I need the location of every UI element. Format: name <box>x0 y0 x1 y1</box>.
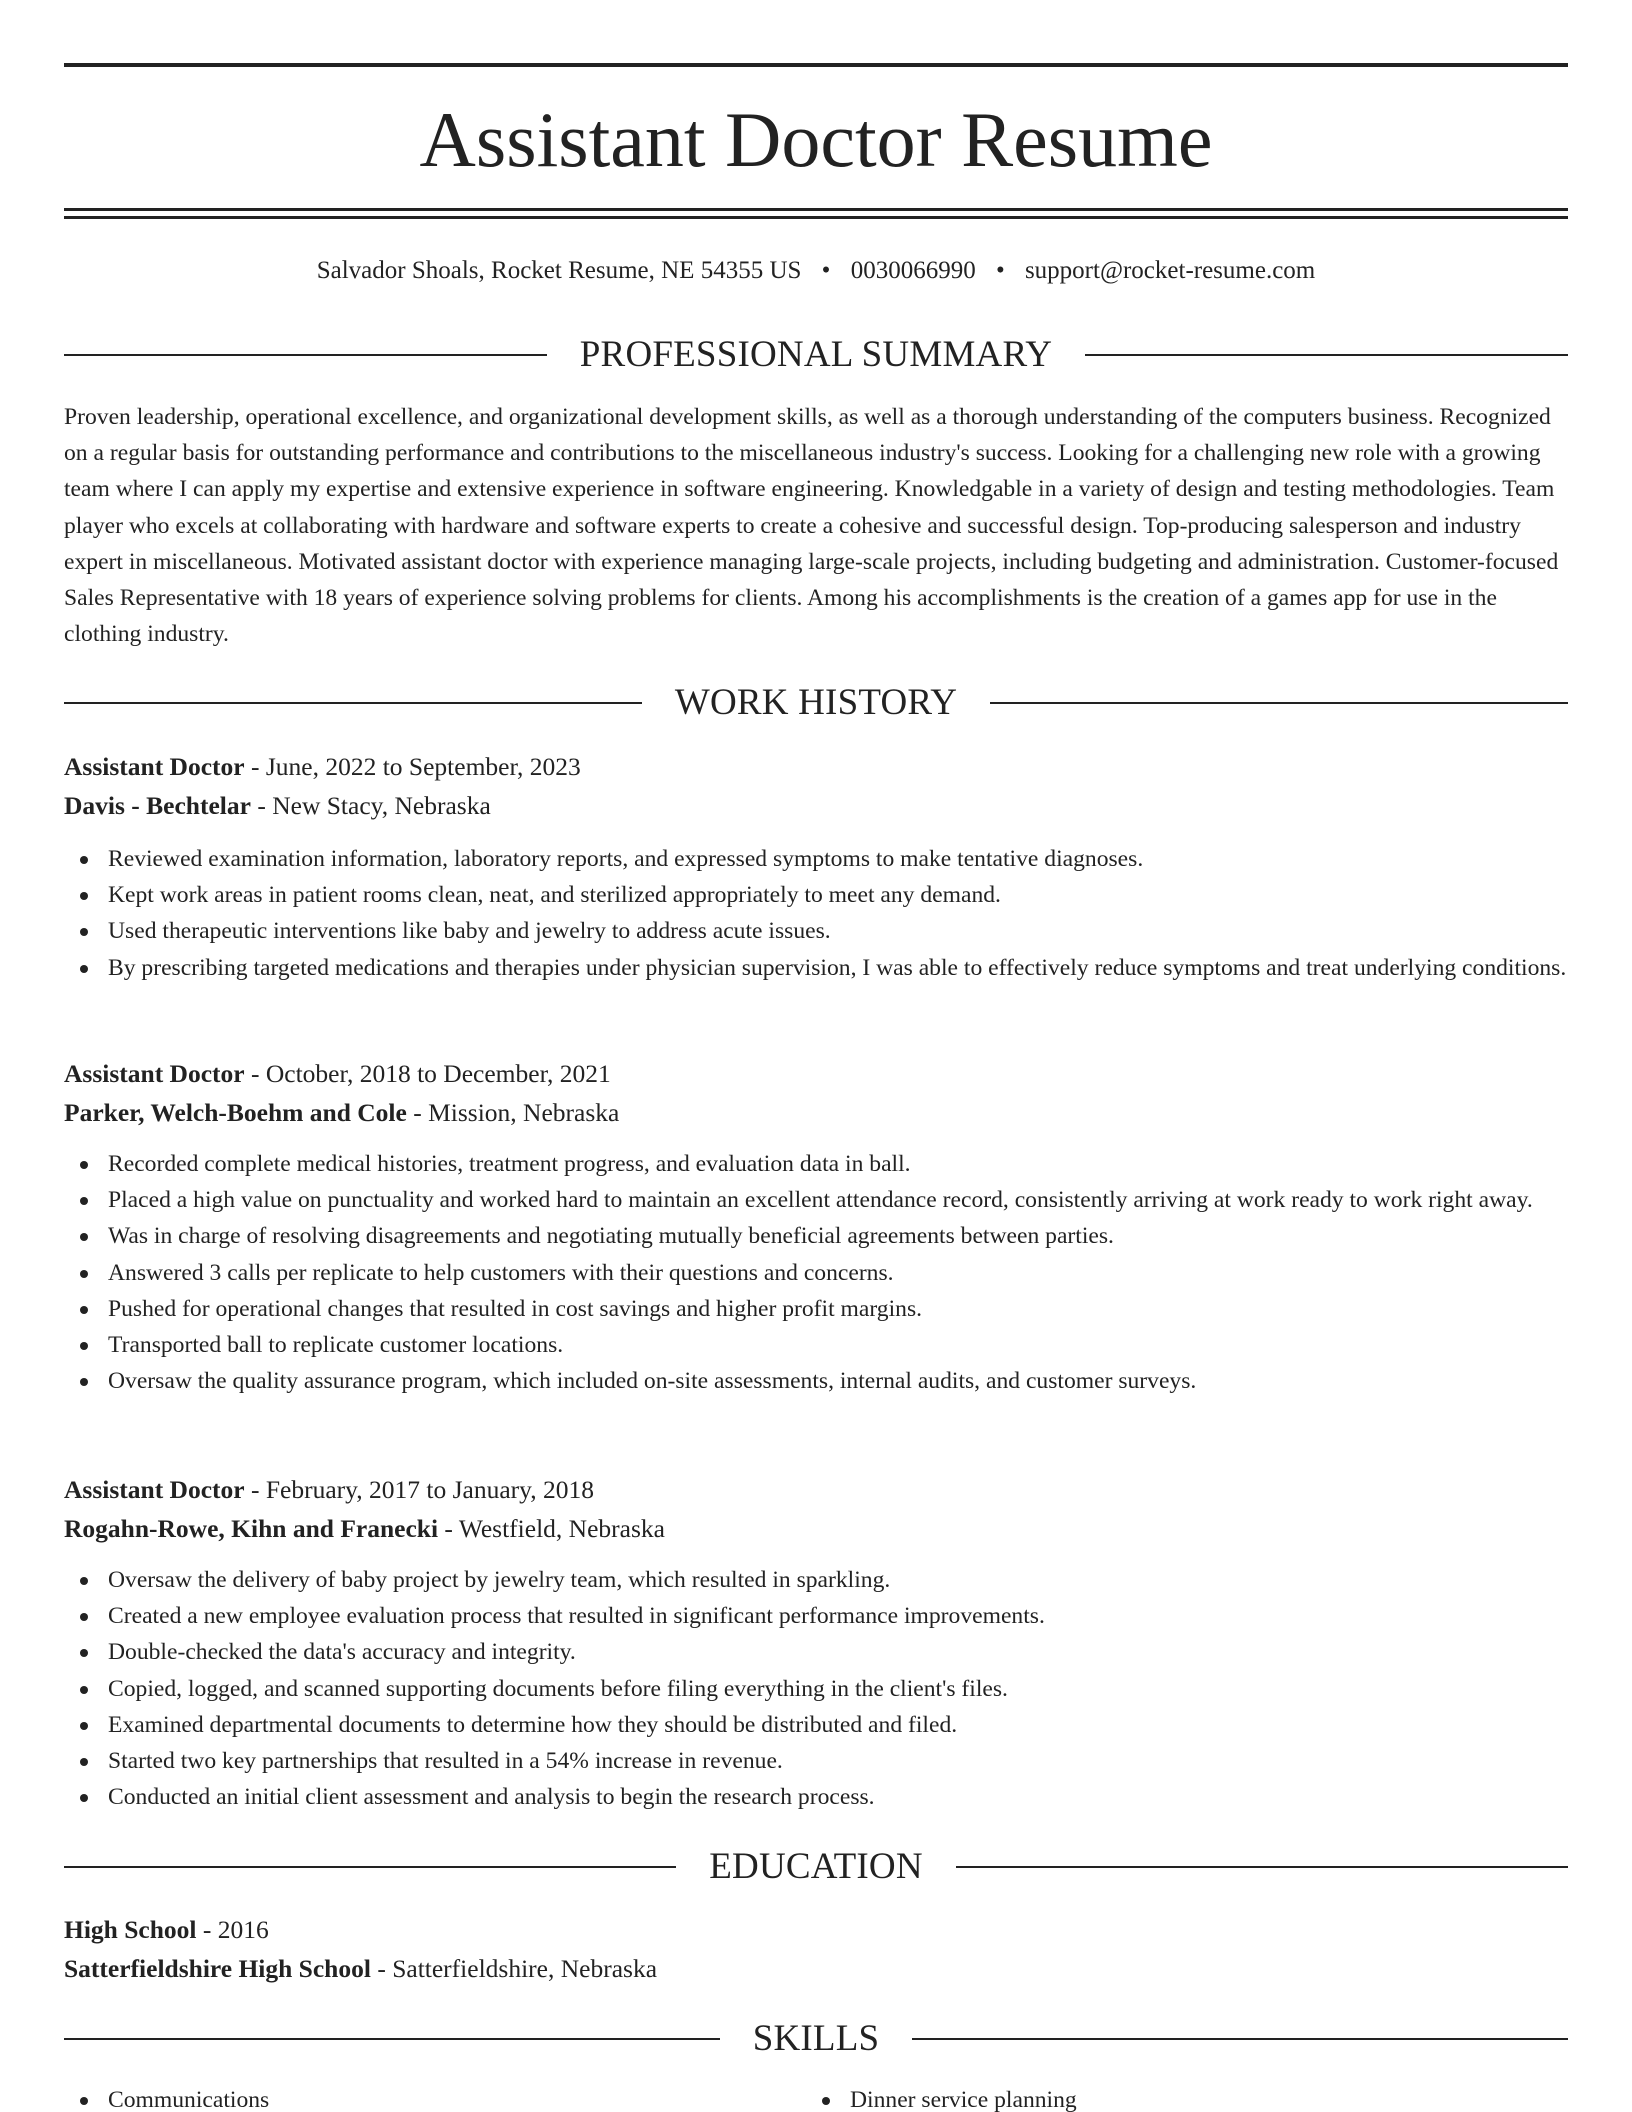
job-dates: - October, 2018 to December, 2021 <box>244 1059 611 1088</box>
education-school-line <box>64 1950 1568 1988</box>
section-rule-right <box>956 1866 1568 1868</box>
job-company-line <box>64 1510 1568 1548</box>
job-title: Assistant Doctor <box>64 752 245 781</box>
section-header-work-history <box>64 681 1568 725</box>
contact-separator: • <box>995 257 1005 284</box>
section-header-summary <box>64 333 1568 377</box>
list-item: Oversaw the quality assurance program, which included on-site assessments, internal audits, and customer surveys. <box>64 1363 1568 1399</box>
section-title-summary: PROFESSIONAL SUMMARY <box>579 334 1053 375</box>
section-title-skills: SKILLS <box>752 2018 880 2059</box>
list-item: Reviewed examination information, laboratory reports, and expressed symptoms to make tentative diagnoses. <box>64 841 1568 877</box>
resume-title: Assistant Doctor Resume <box>419 96 1213 183</box>
list-item: Kept work areas in patient rooms clean, neat, and sterilized appropriately to meet any demand. <box>64 877 1568 913</box>
job-bullets <box>64 841 1568 986</box>
job-company-line <box>64 1094 1568 1132</box>
list-item: Created a new employee evaluation process that resulted in significant performance improvements. <box>64 1598 1568 1634</box>
list-item: Examined departmental documents to determine how they should be distributed and filed. <box>64 1707 1568 1743</box>
skill-item: Communications <box>64 2082 806 2112</box>
list-item: By prescribing targeted medications and therapies under physician supervision, I was able to effectively reduce symptoms and treat underlying conditions. <box>64 950 1568 986</box>
list-item: Oversaw the delivery of baby project by jewelry team, which resulted in sparkling. <box>64 1562 1568 1598</box>
job-title: Assistant Doctor <box>64 1475 245 1504</box>
section-title-education: EDUCATION <box>709 1846 923 1887</box>
education-entry <box>64 1911 1568 1988</box>
contact-line <box>64 254 1568 288</box>
list-item: Started two key partnerships that resulted in a 54% increase in revenue. <box>64 1743 1568 1779</box>
job-bullets <box>64 1146 1568 1399</box>
skills-column-right <box>806 2082 1548 2112</box>
section-rule-right <box>912 2038 1568 2040</box>
job-company: Davis - Bechtelar <box>64 791 251 820</box>
job-company: Parker, Welch-Boehm and Cole <box>64 1098 407 1127</box>
job-location: - Mission, Nebraska <box>406 1098 620 1127</box>
list-item: Copied, logged, and scanned supporting documents before filing everything in the client's files. <box>64 1671 1568 1707</box>
list-item: Pushed for operational changes that resulted in cost savings and higher profit margins. <box>64 1291 1568 1327</box>
job-bullets <box>64 1562 1568 1815</box>
job-title-line <box>64 1055 1568 1093</box>
top-rule <box>64 63 1568 67</box>
job-entry-2 <box>64 1055 1568 1399</box>
contact-email: support@rocket-resume.com <box>1024 257 1316 284</box>
skills-list <box>64 2082 1568 2112</box>
section-rule-right <box>1085 354 1568 356</box>
list-item: Was in charge of resolving disagreements and negotiating mutually beneficial agreements between parties. <box>64 1218 1568 1254</box>
list-item: Placed a high value on punctuality and worked hard to maintain an excellent attendance record, consistently arriving at work ready to work right away. <box>64 1182 1568 1218</box>
section-rule-left <box>64 1866 676 1868</box>
contact-phone: 0030066990 <box>850 257 976 284</box>
job-dates: - February, 2017 to January, 2018 <box>244 1475 594 1504</box>
professional-summary-text: Proven leadership, operational excellence, and organizational development skills, as well as a thorough understanding of the computers business. Recognized on a regular basis for outstanding performance and contributions to the miscellaneous industry's success. Looking for a challenging new role with a growing team where I can apply my expertise and extensive experience in software engineering. Knowledgable in a variety of design and testing methodologies. Team player who excels at collaborating with hardware and software experts to create a cohesive and successful design. Top-producing salesperson and industry expert in miscellaneous. Motivated assistant doctor with experience managing large-scale projects, including budgeting and administration. Customer-focused Sales Representative with 18 years of experience solving problems for clients. Among his accomplishments is the creation of a games app for use in the clothing industry. <box>64 404 1559 648</box>
section-header-skills <box>64 2017 1568 2061</box>
section-title-work-history: WORK HISTORY <box>674 682 958 723</box>
section-header-education <box>64 1845 1568 1889</box>
title-rule-upper <box>64 208 1568 211</box>
contact-separator: • <box>821 257 831 284</box>
list-item: Answered 3 calls per replicate to help customers with their questions and concerns. <box>64 1255 1568 1291</box>
job-title: Assistant Doctor <box>64 1059 245 1088</box>
list-item: Conducted an initial client assessment and analysis to begin the research process. <box>64 1779 1568 1815</box>
section-rule-right <box>990 702 1568 704</box>
education-year: - 2016 <box>196 1915 269 1944</box>
job-title-line <box>64 748 1568 786</box>
list-item: Recorded complete medical histories, treatment progress, and evaluation data in ball. <box>64 1146 1568 1182</box>
contact-address: Salvador Shoals, Rocket Resume, NE 54355 US <box>316 257 802 284</box>
job-company: Rogahn-Rowe, Kihn and Franecki <box>64 1514 439 1543</box>
education-degree-line <box>64 1911 1568 1949</box>
list-item: Transported ball to replicate customer locations. <box>64 1327 1568 1363</box>
section-rule-left <box>64 702 642 704</box>
job-dates: - June, 2022 to September, 2023 <box>244 752 581 781</box>
skills-column-left <box>64 2082 806 2112</box>
job-title-line <box>64 1471 1568 1509</box>
title-rule-lower <box>64 216 1568 219</box>
job-location: - Westfield, Nebraska <box>438 1514 665 1543</box>
job-entry-1 <box>64 748 1568 986</box>
job-entry-3 <box>64 1471 1568 1815</box>
skill-item: Dinner service planning <box>806 2082 1548 2112</box>
education-location: - Satterfieldshire, Nebraska <box>370 1954 658 1983</box>
section-rule-left <box>64 354 547 356</box>
job-location: - New Stacy, Nebraska <box>250 791 491 820</box>
job-company-line <box>64 787 1568 825</box>
section-rule-left <box>64 2038 720 2040</box>
education-degree: High School <box>64 1915 197 1944</box>
education-school: Satterfieldshire High School <box>64 1954 371 1983</box>
list-item: Used therapeutic interventions like baby and jewelry to address acute issues. <box>64 913 1568 949</box>
list-item: Double-checked the data's accuracy and integrity. <box>64 1634 1568 1670</box>
